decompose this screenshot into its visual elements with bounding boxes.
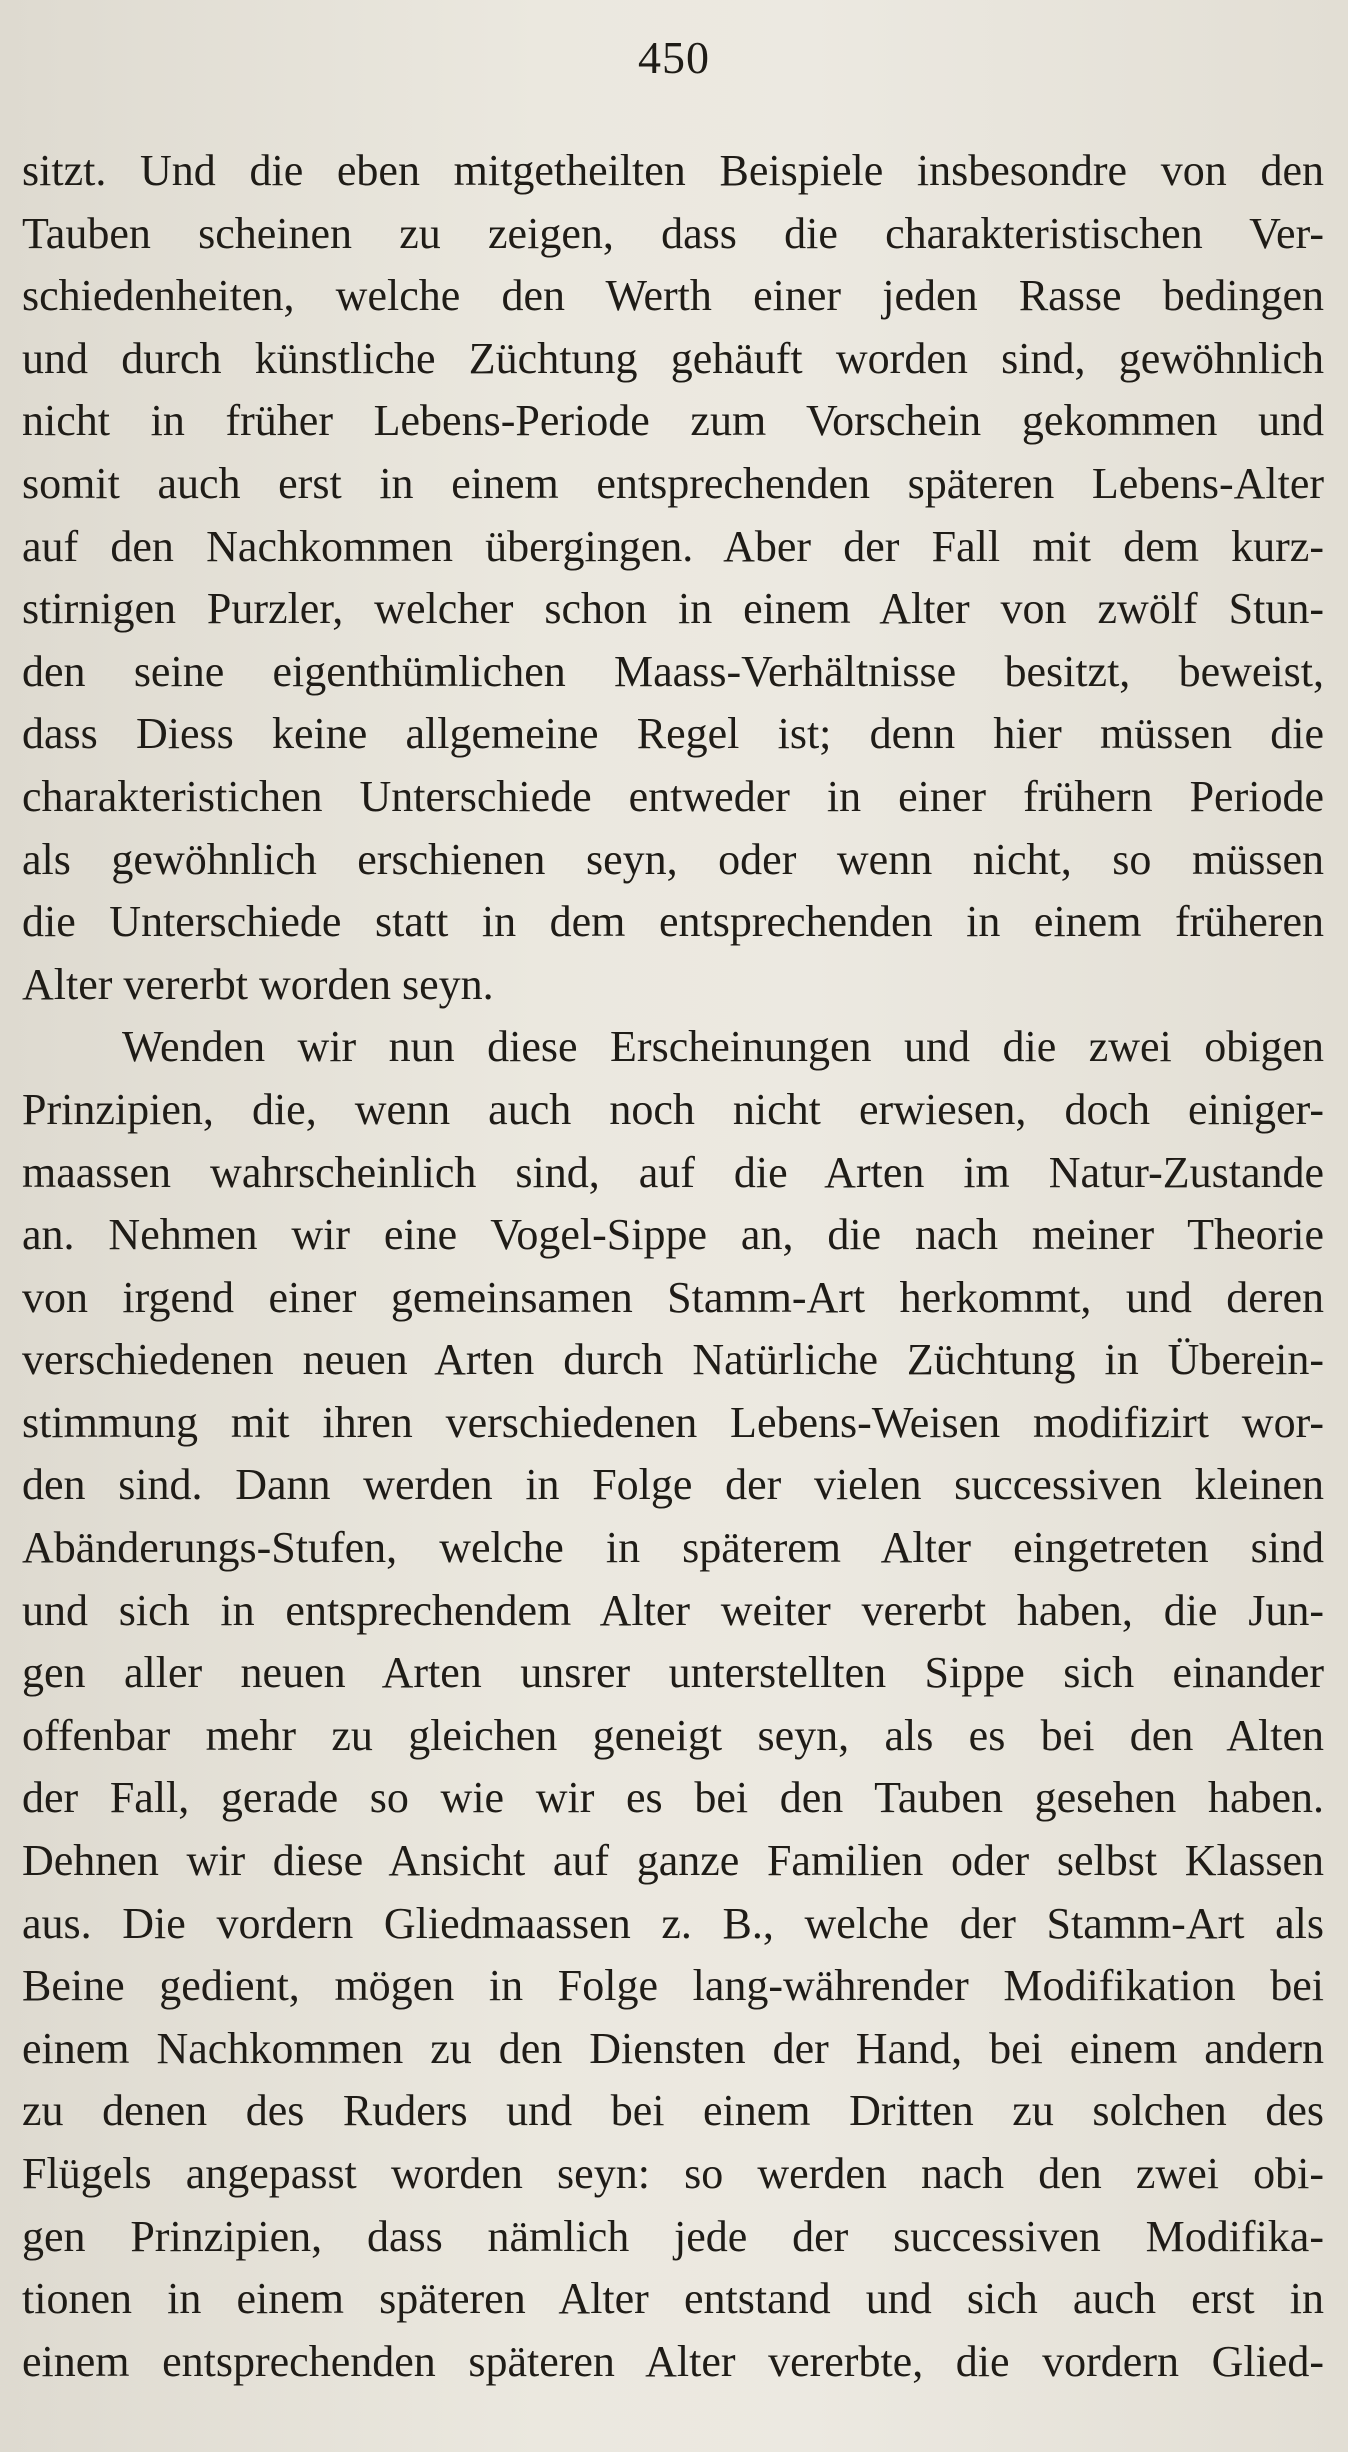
text-line: Alter vererbt worden seyn.	[22, 959, 494, 1009]
text-line: Beine gedient, mögen in Folge lang-währender Modifikation bei	[22, 1961, 1324, 2011]
text-line: und durch künstliche Züchtung gehäuft worden sind, gewöhnlich	[22, 333, 1324, 383]
text-line: den seine eigenthümlichen Maass-Verhältnisse besitzt, beweist,	[22, 646, 1324, 696]
text-line: zu denen des Ruders und bei einem Dritten zu solchen des	[22, 2086, 1324, 2136]
text-line: tionen in einem späteren Alter entstand und sich auch erst in	[22, 2274, 1324, 2324]
text-line: der Fall, gerade so wie wir es bei den Tauben gesehen haben.	[22, 1773, 1324, 1823]
text-line: Tauben scheinen zu zeigen, dass die charakteristischen Ver-	[22, 208, 1324, 258]
text-line: die Unterschiede statt in dem entsprechenden in einem früheren	[22, 897, 1324, 947]
text-line: an. Nehmen wir eine Vogel-Sippe an, die nach meiner Theorie	[22, 1210, 1324, 1260]
text-line: Flügels angepasst worden seyn: so werden nach den zwei obi-	[22, 2149, 1324, 2198]
body-text	[22, 140, 1324, 2393]
text-line: offenbar mehr zu gleichen geneigt seyn, als es bei den Alten	[22, 1710, 1324, 1760]
text-line: einem Nachkommen zu den Diensten der Hand, bei einem andern	[22, 2023, 1324, 2073]
text-line: nicht in früher Lebens-Periode zum Vorschein gekommen und	[22, 396, 1324, 446]
text-line: schiedenheiten, welche den Werth einer jeden Rasse bedingen	[22, 271, 1324, 321]
text-line: aus. Die vordern Gliedmaassen z. B., welche der Stamm-Art als	[22, 1898, 1324, 1948]
text-line: stirnigen Purzler, welcher schon in einem Alter von zwölf Stun-	[22, 584, 1324, 634]
text-line: auf den Nachkommen übergingen. Aber der Fall mit dem kurz-	[22, 521, 1324, 571]
text-line: sitzt. Und die eben mitgetheilten Beispiele insbesondre von den	[22, 146, 1324, 195]
text-line: maassen wahrscheinlich sind, auf die Arten im Natur-Zustande	[22, 1147, 1324, 1197]
text-line: Abänderungs-Stufen, welche in späterem Alter eingetreten sind	[22, 1523, 1324, 1573]
text-line: somit auch erst in einem entsprechenden späteren Lebens-Alter	[22, 458, 1324, 508]
text-line: von irgend einer gemeinsamen Stamm-Art herkommt, und deren	[22, 1272, 1324, 1322]
text-line: dass Diess keine allgemeine Regel ist; denn hier müssen die	[22, 709, 1324, 759]
text-line: als gewöhnlich erschienen seyn, oder wenn nicht, so müssen	[22, 834, 1324, 884]
text-line: gen aller neuen Arten unsrer unterstellten Sippe sich einander	[22, 1648, 1324, 1698]
paragraph-1	[22, 140, 1324, 1016]
text-line: und sich in entsprechendem Alter weiter vererbt haben, die Jun-	[22, 1585, 1324, 1635]
text-line: Wenden wir nun diese Erscheinungen und die zwei obigen	[122, 1022, 1324, 1072]
text-line: verschiedenen neuen Arten durch Natürliche Züchtung in Überein-	[22, 1335, 1324, 1385]
paragraph-2	[22, 1016, 1324, 2393]
text-line: Prinzipien, die, wenn auch noch nicht erwiesen, doch einiger-	[22, 1084, 1324, 1134]
text-line: charakteristichen Unterschiede entweder in einer frühern Periode	[22, 771, 1324, 821]
text-line: stimmung mit ihren verschiedenen Lebens-Weisen modifizirt wor-	[22, 1397, 1324, 1447]
text-line: gen Prinzipien, dass nämlich jede der successiven Modifika-	[22, 2211, 1324, 2261]
text-line: Dehnen wir diese Ansicht auf ganze Familien oder selbst Klassen	[22, 1836, 1324, 1886]
text-line: den sind. Dann werden in Folge der vielen successiven kleinen	[22, 1460, 1324, 1510]
text-line: einem entsprechenden späteren Alter vererbte, die vordern Glied-	[22, 2336, 1324, 2386]
page-number: 450	[638, 32, 710, 83]
